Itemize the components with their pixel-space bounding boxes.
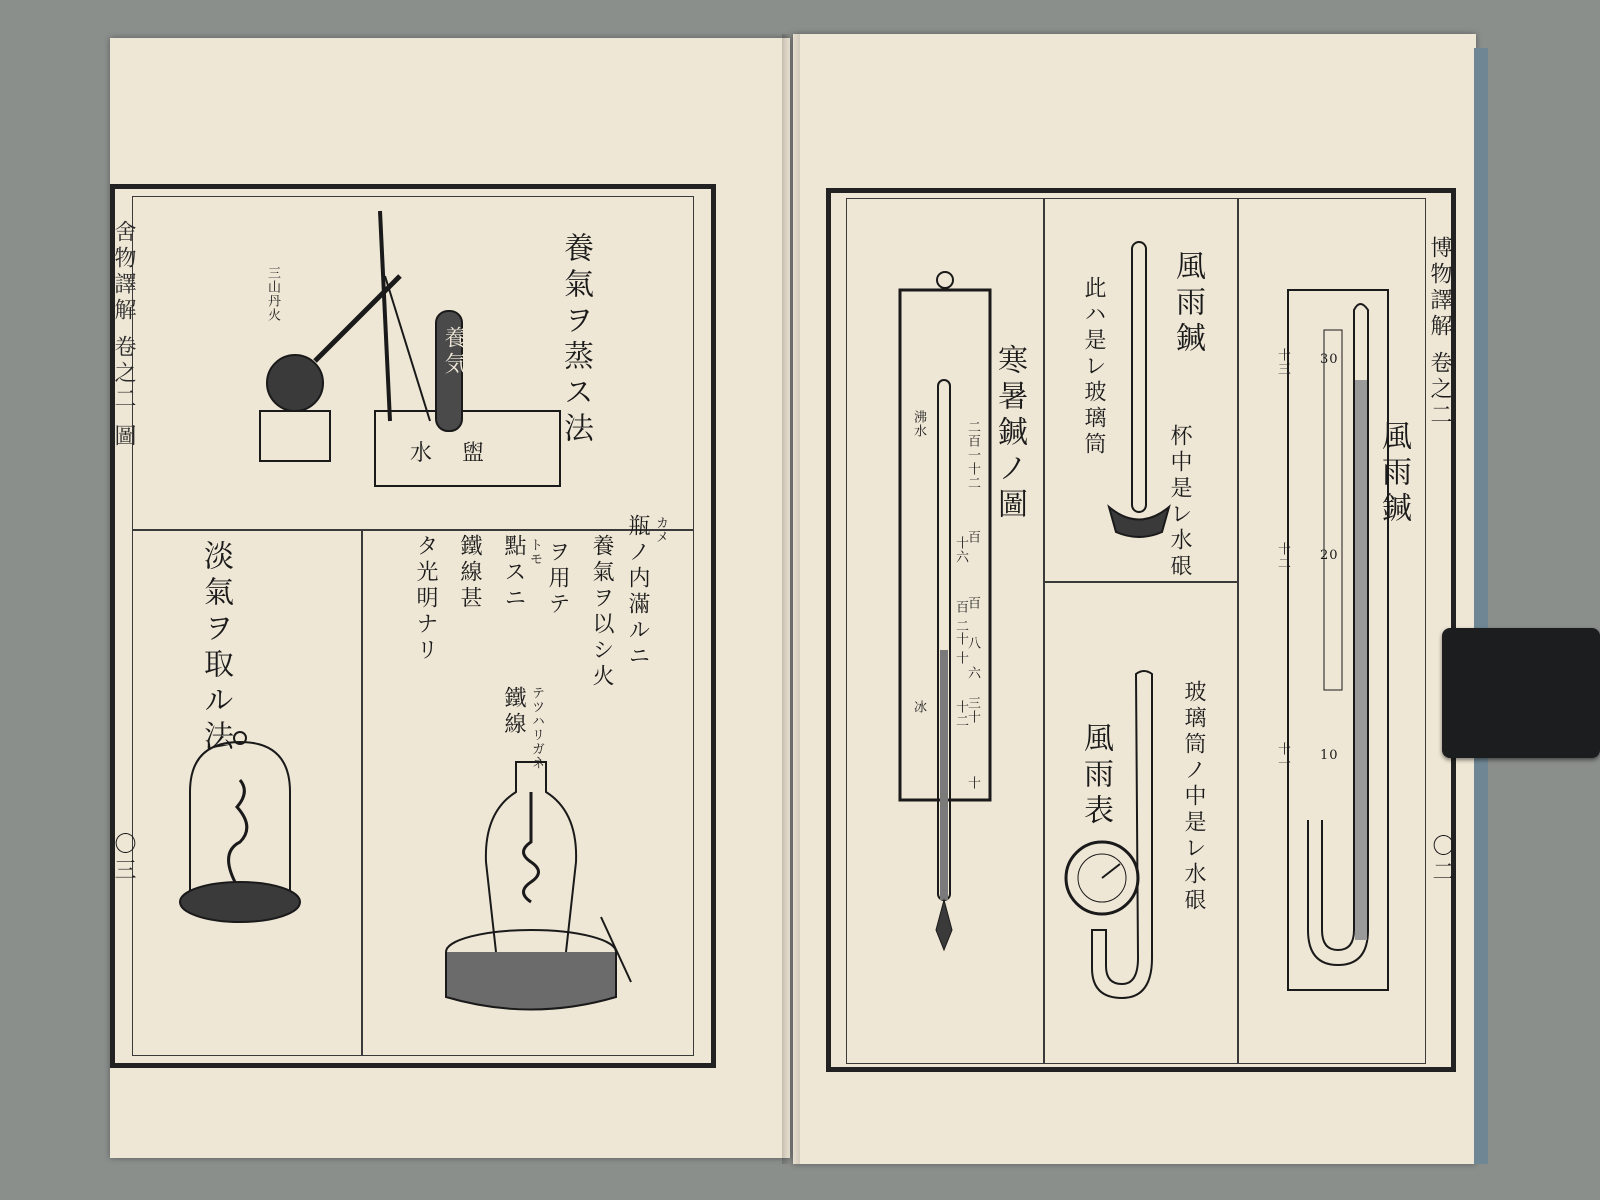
- bell-jar-base: [180, 882, 300, 922]
- book-edge: [1474, 48, 1488, 1164]
- main-barometer-scale-num-3: 10: [1320, 748, 1339, 763]
- thermometer-title: 寒暑鍼ノ圖: [992, 344, 1027, 524]
- main-barometer-scale-kanji-1: 十三: [1275, 348, 1290, 376]
- wire-label: 鐵線: [501, 686, 526, 738]
- thermometer-scale-4: 百: [965, 596, 980, 610]
- main-barometer-scale-num-2: 20: [1320, 548, 1339, 563]
- scale-strip: [1324, 330, 1342, 690]
- main-barometer-drawing: [1288, 290, 1388, 990]
- thermometer-left-boiling: 沸水: [911, 410, 926, 438]
- thermometer-drawing: [900, 270, 990, 950]
- dish-body: [446, 952, 616, 1010]
- wheel-barometer-tube: [1092, 671, 1152, 998]
- thermometer-bulb: [936, 900, 952, 950]
- bell-jar: [190, 742, 290, 902]
- main-barometer-scale-kanji-3: 十一: [1275, 742, 1290, 770]
- main-barometer-title: 風雨鍼: [1376, 420, 1411, 528]
- thermometer-scale-7: 八: [965, 636, 980, 650]
- wire-caption-line-1: 瓶ノ内滿ルニ: [625, 514, 650, 670]
- wire-ruby-2: トモ: [527, 538, 542, 566]
- wire-caption-line-6: タ光明ナリ: [413, 534, 438, 664]
- right-margin-title: 博物譯解 卷之二: [1427, 236, 1452, 429]
- glass-tube: [1132, 242, 1146, 512]
- basin-label: 水盥: [410, 441, 515, 466]
- wheel-barometer-caption: 玻璃筒ノ中是レ水硍: [1181, 680, 1206, 914]
- thermometer-scale-2: 百: [965, 530, 980, 544]
- bookmark-tab: [1442, 628, 1600, 758]
- mercury-column: [1355, 380, 1367, 940]
- wire-label-ruby: テツハリガネ: [529, 686, 544, 770]
- stand-arm: [385, 276, 430, 421]
- wheel-barometer-drawing: [1060, 668, 1170, 1008]
- oxygen-caption: 養氣ヲ蒸ス法: [558, 232, 593, 448]
- wire-caption-line-4: 點スニ: [501, 534, 526, 612]
- thermometer-scale-9: 三十: [965, 696, 980, 724]
- tube-label: 養気: [441, 326, 466, 378]
- thermometer-left-freezing: 冰: [911, 700, 926, 714]
- nitrogen-caption: 淡氣ヲ取ル法: [198, 540, 233, 756]
- left-margin-title: 舍物譯解 卷之二 圖: [111, 220, 136, 450]
- wire-caption-line-3: ヲ用テ: [545, 540, 570, 618]
- thermometer-scale-10: 十二: [953, 700, 968, 728]
- stand-block: [260, 411, 330, 461]
- retort-flask: [267, 355, 323, 411]
- thermometer-scale-1: 二百一十二: [965, 420, 980, 490]
- wheel-barometer-title: 風雨表: [1078, 722, 1113, 830]
- left-folio: 〇三: [111, 832, 136, 884]
- bell-jar-drawing: [145, 732, 345, 942]
- wire-caption-line-5: 鐵線甚: [457, 534, 482, 612]
- wire-flask-drawing: [436, 752, 656, 1022]
- cup-barometer-line-1: 此ハ是レ玻璃筒: [1081, 276, 1106, 458]
- retort-stand-rod: [380, 211, 390, 421]
- wire-caption-line-2: 養氣ヲ以シ火: [589, 534, 614, 690]
- cup-barometer-drawing: [1104, 232, 1174, 552]
- thermometer-scale-6: 十 十: [953, 632, 968, 666]
- thermometer-scale-3: 十六: [953, 536, 968, 564]
- cup-barometer-line-2: 杯中是レ水硍: [1167, 424, 1192, 580]
- iron-wire: [524, 792, 539, 902]
- hanging-ring: [937, 272, 953, 288]
- thermometer-scale-11: 十: [965, 776, 980, 790]
- flask: [486, 762, 576, 952]
- book-spine: [782, 34, 800, 1164]
- smoke: [229, 780, 247, 882]
- barometer-board: [1288, 290, 1388, 990]
- wire-ruby-1: カメ: [653, 516, 668, 544]
- thermometer-scale-8: 六: [965, 666, 980, 680]
- main-barometer-scale-num-1: 30: [1320, 352, 1339, 367]
- dial-needle: [1102, 864, 1120, 878]
- thermometer-scale-5: 百 二: [953, 600, 968, 634]
- cup-barometer-title: 風雨鍼: [1170, 250, 1205, 358]
- thermometer-liquid: [940, 650, 948, 900]
- flame-label: 三山丹火: [265, 266, 280, 322]
- main-barometer-scale-kanji-2: 十二: [1275, 542, 1290, 570]
- right-folio: 〇二: [1429, 834, 1454, 886]
